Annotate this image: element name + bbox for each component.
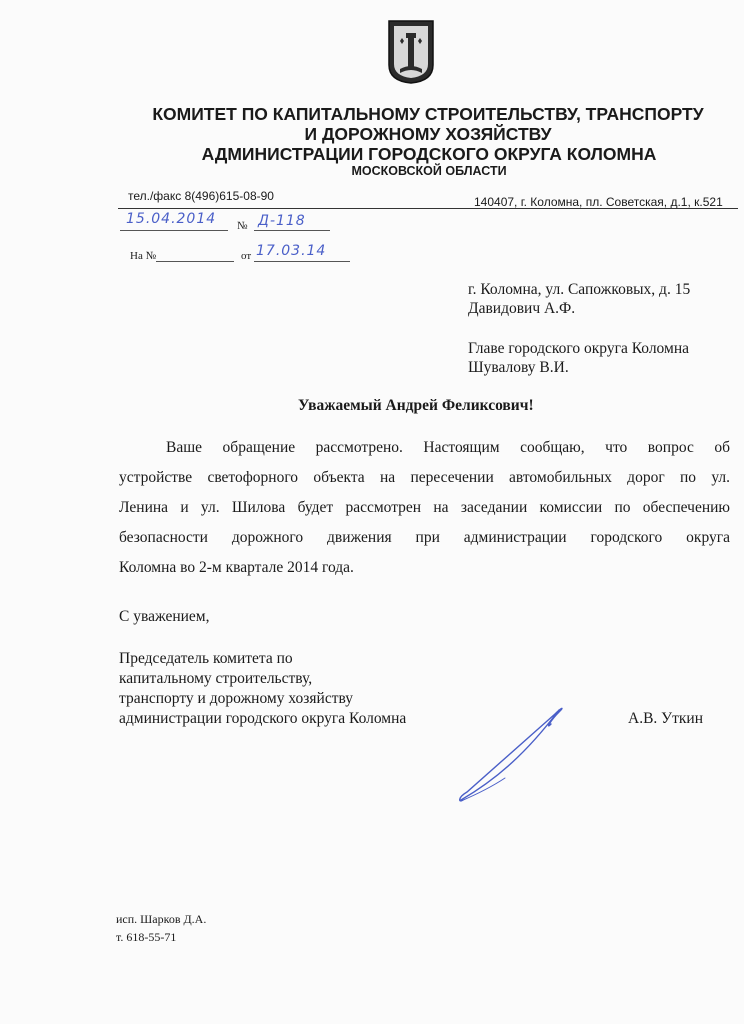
header-divider <box>118 208 738 209</box>
contact-address: 140407, г. Коломна, пл. Советская, д.1, к.521 <box>474 195 723 209</box>
cc-name: Шувалову В.И. <box>468 359 569 376</box>
date-underline <box>120 230 228 231</box>
contact-phone: тел./факс 8(496)615-08-90 <box>128 189 274 203</box>
reply-number-underline <box>156 261 234 262</box>
signatory-title-line: Председатель комитета по <box>119 650 293 667</box>
signatory-title-line: капитальному строительству, <box>119 670 313 687</box>
signatory-title <box>119 649 406 729</box>
executor-info <box>116 910 206 946</box>
executor-name: исп. Шарков Д.А. <box>116 912 207 926</box>
body-line: Ваше обращение рассмотрено. Настоящим сообщаю, что вопрос об <box>166 439 730 456</box>
body-line: Коломна во 2-м квартале 2014 года. <box>119 559 354 576</box>
executor-phone: т. 618-55-71 <box>116 930 177 944</box>
addressee-name: Давидович А.Ф. <box>468 300 576 317</box>
outgoing-date: 15.04.2014 <box>126 211 217 227</box>
organization-region: МОСКОВСКОЙ ОБЛАСТИ <box>351 164 507 178</box>
number-underline <box>254 230 330 231</box>
cc-position: Главе городского округа Коломна <box>468 340 689 357</box>
closing: С уважением, <box>119 608 210 625</box>
salutation: Уважаемый Андрей Феликсович! <box>298 397 534 414</box>
organization-title-line-1: КОМИТЕТ ПО КАПИТАЛЬНОМУ СТРОИТЕЛЬСТВУ, ТРАНСПОРТУ <box>152 104 704 124</box>
signatory-title-line: администрации городского округа Коломна <box>119 710 407 727</box>
signer-name: А.В. Уткин <box>628 710 704 727</box>
signatory-title-line: транспорту и дорожному хозяйству <box>119 690 354 707</box>
body-line: устройстве светофорного объекта на пересечении автомобильных дорог по ул. <box>119 469 730 486</box>
addressee-address: г. Коломна, ул. Сапожковых, д. 15 <box>468 281 691 298</box>
number-label: № <box>237 220 248 232</box>
body-line: Ленина и ул. Шилова будет рассмотрен на заседании комиссии по обеспечению <box>119 499 730 516</box>
organization-title-line-3: АДМИНИСТРАЦИИ ГОРОДСКОГО ОКРУГА КОЛОМНА <box>201 144 657 164</box>
reply-to-label: На № <box>130 250 157 262</box>
from-label: от <box>241 250 252 262</box>
letter-body <box>119 433 730 583</box>
reply-date-underline <box>254 261 350 262</box>
coat-of-arms-icon <box>387 19 435 85</box>
handwritten-signature <box>455 700 575 806</box>
outgoing-number: Д-118 <box>258 213 306 229</box>
organization-title-line-2: И ДОРОЖНОМУ ХОЗЯЙСТВУ <box>304 124 552 144</box>
reply-date: 17.03.14 <box>256 243 327 259</box>
body-line: безопасности дорожного движения при администрации городского округа <box>119 529 730 546</box>
